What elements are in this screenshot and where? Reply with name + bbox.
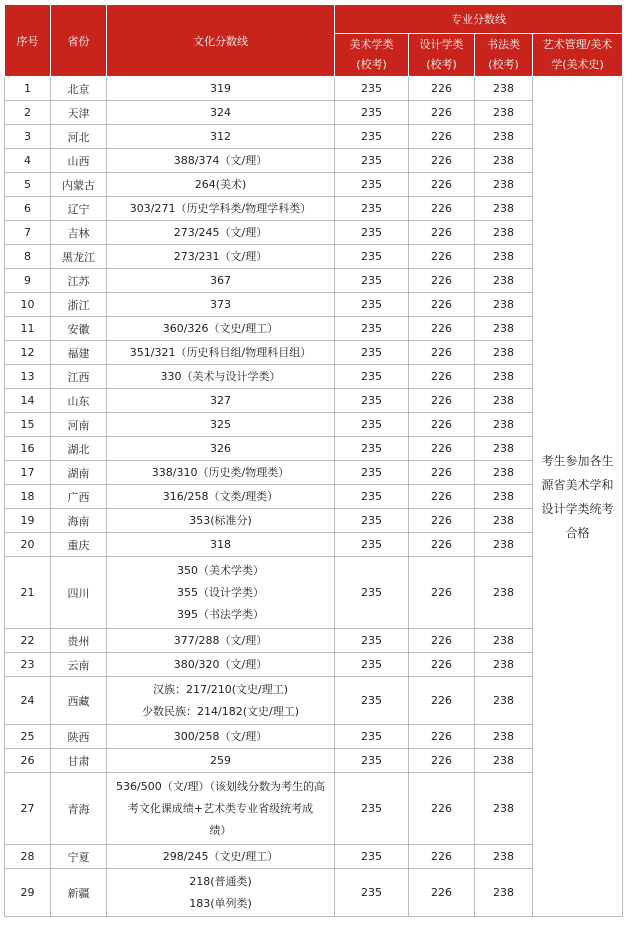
row-culture-score (107, 413, 335, 437)
row-index: 28 (5, 845, 51, 869)
row-index: 1 (5, 77, 51, 101)
row-art-score: 235 (335, 341, 409, 365)
culture-score-line: 324 (210, 105, 231, 119)
row-calligraphy-score: 238 (475, 725, 533, 749)
row-culture-score (107, 245, 335, 269)
row-culture-score (107, 461, 335, 485)
row-design-score: 226 (409, 557, 475, 629)
row-design-score: 226 (409, 101, 475, 125)
row-calligraphy-score: 238 (475, 293, 533, 317)
row-calligraphy-score: 238 (475, 509, 533, 533)
row-calligraphy-score: 238 (475, 365, 533, 389)
table-row (5, 245, 623, 269)
row-art-score: 235 (335, 869, 409, 917)
row-province: 新疆 (51, 869, 107, 917)
row-art-score: 235 (335, 317, 409, 341)
row-art-score: 235 (335, 413, 409, 437)
culture-score-line: 330（美术与设计学类） (160, 369, 281, 383)
row-art-score: 235 (335, 533, 409, 557)
row-design-score: 226 (409, 125, 475, 149)
culture-score-line: 264(美术) (194, 177, 247, 191)
row-province: 天津 (51, 101, 107, 125)
row-culture-score (107, 269, 335, 293)
row-design-score: 226 (409, 341, 475, 365)
row-design-score: 226 (409, 461, 475, 485)
row-art-score: 235 (335, 389, 409, 413)
table-row (5, 773, 623, 845)
table-row (5, 557, 623, 629)
table-row (5, 197, 623, 221)
row-province: 山西 (51, 149, 107, 173)
row-design-score: 226 (409, 773, 475, 845)
row-index: 12 (5, 341, 51, 365)
row-province: 海南 (51, 509, 107, 533)
culture-score-line: 373 (210, 297, 231, 311)
row-province: 山东 (51, 389, 107, 413)
row-calligraphy-score: 238 (475, 869, 533, 917)
culture-score-line: 303/271（历史学科类/物理学科类） (129, 201, 312, 215)
row-index: 21 (5, 557, 51, 629)
row-art-score: 235 (335, 365, 409, 389)
row-design-score: 226 (409, 365, 475, 389)
culture-score-line: 325 (210, 417, 231, 431)
table-row (5, 725, 623, 749)
row-index: 15 (5, 413, 51, 437)
culture-score-line: 380/320（文/理） (173, 657, 268, 671)
culture-score-line: 388/374（文/理） (173, 153, 268, 167)
row-province: 北京 (51, 77, 107, 101)
row-art-score: 235 (335, 245, 409, 269)
row-index: 26 (5, 749, 51, 773)
row-index: 6 (5, 197, 51, 221)
row-culture-score (107, 125, 335, 149)
table-row (5, 389, 623, 413)
row-art-score: 235 (335, 293, 409, 317)
row-art-score: 235 (335, 197, 409, 221)
row-index: 11 (5, 317, 51, 341)
table-row (5, 677, 623, 725)
row-province: 青海 (51, 773, 107, 845)
culture-score-line: 312 (210, 129, 231, 143)
row-calligraphy-score: 238 (475, 677, 533, 725)
row-design-score: 226 (409, 197, 475, 221)
row-art-score: 235 (335, 845, 409, 869)
management-requirement (533, 77, 623, 917)
row-design-score: 226 (409, 389, 475, 413)
row-art-score: 235 (335, 677, 409, 725)
row-index: 20 (5, 533, 51, 557)
row-culture-score (107, 869, 335, 917)
row-province: 浙江 (51, 293, 107, 317)
culture-score-line: 考文化课成绩+艺术类专业省级统考成 (127, 801, 314, 815)
table-row (5, 869, 623, 917)
row-culture-score (107, 773, 335, 845)
row-province: 贵州 (51, 629, 107, 653)
row-calligraphy-score: 238 (475, 149, 533, 173)
row-index: 19 (5, 509, 51, 533)
row-index: 17 (5, 461, 51, 485)
row-index: 8 (5, 245, 51, 269)
row-design-score: 226 (409, 677, 475, 725)
management-requirement-line: 源省美术学和 (541, 477, 614, 492)
row-calligraphy-score: 238 (475, 533, 533, 557)
culture-score-line: 273/245（文/理） (173, 225, 268, 239)
row-culture-score (107, 149, 335, 173)
row-culture-score (107, 725, 335, 749)
row-province: 西藏 (51, 677, 107, 725)
table-row (5, 413, 623, 437)
culture-score-line: 326 (210, 441, 231, 455)
row-culture-score (107, 437, 335, 461)
table-row (5, 461, 623, 485)
row-calligraphy-score: 238 (475, 773, 533, 845)
row-index: 25 (5, 725, 51, 749)
row-index: 22 (5, 629, 51, 653)
row-index: 3 (5, 125, 51, 149)
row-calligraphy-score: 238 (475, 437, 533, 461)
row-art-score: 235 (335, 461, 409, 485)
row-calligraphy-score: 238 (475, 101, 533, 125)
row-calligraphy-score: 238 (475, 461, 533, 485)
row-art-score: 235 (335, 653, 409, 677)
row-province: 内蒙古 (51, 173, 107, 197)
culture-score-line: 273/231（文/理） (173, 249, 268, 263)
table-row (5, 365, 623, 389)
row-calligraphy-score: 238 (475, 221, 533, 245)
row-index: 27 (5, 773, 51, 845)
row-culture-score (107, 653, 335, 677)
culture-score-line: 少数民族：214/182(文史/理工) (142, 704, 299, 718)
table-row (5, 221, 623, 245)
header-art: 美术学类 (校考) (335, 34, 409, 77)
row-calligraphy-score: 238 (475, 317, 533, 341)
row-design-score: 226 (409, 653, 475, 677)
culture-score-line: 355（设计学类） (177, 585, 264, 599)
row-design-score: 226 (409, 173, 475, 197)
table-row (5, 485, 623, 509)
row-art-score: 235 (335, 629, 409, 653)
row-culture-score (107, 293, 335, 317)
row-index: 13 (5, 365, 51, 389)
row-culture-score (107, 629, 335, 653)
culture-score-line: 绩） (209, 823, 232, 837)
culture-score-line: 536/500（文/理）（该划线分数为考生的高 (116, 779, 325, 793)
row-culture-score (107, 173, 335, 197)
row-art-score: 235 (335, 725, 409, 749)
culture-score-line: 汉族：217/210(文史/理工) (153, 682, 288, 696)
score-table (4, 4, 623, 917)
header-major-score: 专业分数线 (335, 5, 623, 34)
row-design-score: 226 (409, 437, 475, 461)
row-culture-score (107, 845, 335, 869)
row-culture-score (107, 533, 335, 557)
table-row (5, 269, 623, 293)
row-index: 14 (5, 389, 51, 413)
header-province: 省份 (51, 5, 107, 77)
culture-score-line: 395（书法学类） (177, 607, 264, 621)
row-design-score: 226 (409, 869, 475, 917)
row-culture-score (107, 389, 335, 413)
row-culture-score (107, 485, 335, 509)
row-art-score: 235 (335, 101, 409, 125)
row-province: 湖北 (51, 437, 107, 461)
row-index: 4 (5, 149, 51, 173)
table-row (5, 341, 623, 365)
row-calligraphy-score: 238 (475, 173, 533, 197)
row-calligraphy-score: 238 (475, 245, 533, 269)
row-calligraphy-score: 238 (475, 341, 533, 365)
row-index: 16 (5, 437, 51, 461)
row-calligraphy-score: 238 (475, 557, 533, 629)
culture-score-line: 338/310（历史类/物理类） (151, 465, 290, 479)
row-art-score: 235 (335, 149, 409, 173)
row-art-score: 235 (335, 437, 409, 461)
header-management: 艺术管理/美术 学(美术史) (533, 34, 623, 77)
table-row (5, 437, 623, 461)
culture-score-line: 318 (210, 537, 231, 551)
management-requirement-line: 合格 (565, 525, 590, 540)
row-province: 江苏 (51, 269, 107, 293)
row-index: 24 (5, 677, 51, 725)
row-culture-score (107, 677, 335, 725)
row-design-score: 226 (409, 317, 475, 341)
row-province: 甘肃 (51, 749, 107, 773)
row-index: 18 (5, 485, 51, 509)
culture-score-line: 350（美术学类） (177, 563, 264, 577)
culture-score-line: 351/321（历史科目组/物理科目组） (129, 345, 312, 359)
row-art-score: 235 (335, 269, 409, 293)
management-requirement-line: 设计学类统考 (541, 501, 614, 516)
header-design: 设计学类 (校考) (409, 34, 475, 77)
culture-score-line: 327 (210, 393, 231, 407)
row-culture-score (107, 197, 335, 221)
table-row (5, 629, 623, 653)
row-art-score: 235 (335, 557, 409, 629)
culture-score-line: 367 (210, 273, 231, 287)
row-province: 吉林 (51, 221, 107, 245)
table-body (5, 77, 623, 917)
table-row (5, 845, 623, 869)
row-design-score: 226 (409, 485, 475, 509)
row-design-score: 226 (409, 245, 475, 269)
table-row (5, 125, 623, 149)
table-row (5, 749, 623, 773)
row-art-score: 235 (335, 173, 409, 197)
table-row (5, 653, 623, 677)
row-art-score: 235 (335, 77, 409, 101)
table-row (5, 317, 623, 341)
row-culture-score (107, 341, 335, 365)
row-calligraphy-score: 238 (475, 845, 533, 869)
row-culture-score (107, 317, 335, 341)
row-province: 云南 (51, 653, 107, 677)
row-index: 5 (5, 173, 51, 197)
row-calligraphy-score: 238 (475, 749, 533, 773)
row-index: 29 (5, 869, 51, 917)
row-design-score: 226 (409, 413, 475, 437)
row-art-score: 235 (335, 509, 409, 533)
row-province: 四川 (51, 557, 107, 629)
header-calligraphy: 书法类 (校考) (475, 34, 533, 77)
culture-score-line: 298/245（文史/理工） (162, 849, 279, 863)
row-province: 河南 (51, 413, 107, 437)
table-row (5, 293, 623, 317)
row-culture-score (107, 557, 335, 629)
culture-score-line: 353(标准分) (189, 513, 252, 527)
table-row (5, 77, 623, 101)
row-design-score: 226 (409, 293, 475, 317)
row-culture-score (107, 221, 335, 245)
row-art-score: 235 (335, 125, 409, 149)
table-row (5, 173, 623, 197)
row-art-score: 235 (335, 221, 409, 245)
table-row (5, 149, 623, 173)
row-index: 10 (5, 293, 51, 317)
row-calligraphy-score: 238 (475, 485, 533, 509)
header-index: 序号 (5, 5, 51, 77)
row-design-score: 226 (409, 509, 475, 533)
row-province: 黑龙江 (51, 245, 107, 269)
row-calligraphy-score: 238 (475, 77, 533, 101)
row-province: 河北 (51, 125, 107, 149)
row-calligraphy-score: 238 (475, 125, 533, 149)
management-requirement-line: 考生参加各生 (541, 453, 614, 468)
row-calligraphy-score: 238 (475, 389, 533, 413)
row-province: 辽宁 (51, 197, 107, 221)
row-design-score: 226 (409, 149, 475, 173)
row-art-score: 235 (335, 485, 409, 509)
table-row (5, 101, 623, 125)
row-design-score: 226 (409, 269, 475, 293)
row-province: 陕西 (51, 725, 107, 749)
row-calligraphy-score: 238 (475, 269, 533, 293)
row-calligraphy-score: 238 (475, 413, 533, 437)
row-index: 23 (5, 653, 51, 677)
row-culture-score (107, 101, 335, 125)
culture-score-line: 183(单列类) (189, 896, 252, 910)
row-culture-score (107, 749, 335, 773)
row-calligraphy-score: 238 (475, 653, 533, 677)
row-design-score: 226 (409, 77, 475, 101)
row-index: 2 (5, 101, 51, 125)
row-province: 宁夏 (51, 845, 107, 869)
row-design-score: 226 (409, 845, 475, 869)
row-art-score: 235 (335, 749, 409, 773)
row-art-score: 235 (335, 773, 409, 845)
row-culture-score (107, 77, 335, 101)
row-design-score: 226 (409, 725, 475, 749)
row-province: 广西 (51, 485, 107, 509)
culture-score-line: 377/288（文/理） (173, 633, 268, 647)
row-design-score: 226 (409, 629, 475, 653)
culture-score-line: 316/258（文类/理类） (162, 489, 279, 503)
table-row (5, 509, 623, 533)
culture-score-line: 360/326（文史/理工） (162, 321, 279, 335)
header-culture-score: 文化分数线 (107, 5, 335, 77)
row-province: 湖南 (51, 461, 107, 485)
row-province: 江西 (51, 365, 107, 389)
row-calligraphy-score: 238 (475, 629, 533, 653)
culture-score-line: 319 (210, 81, 231, 95)
row-culture-score (107, 365, 335, 389)
culture-score-line: 259 (210, 753, 231, 767)
table-row (5, 533, 623, 557)
row-index: 9 (5, 269, 51, 293)
row-province: 重庆 (51, 533, 107, 557)
row-design-score: 226 (409, 533, 475, 557)
row-index: 7 (5, 221, 51, 245)
row-province: 福建 (51, 341, 107, 365)
culture-score-line: 300/258（文/理） (173, 729, 268, 743)
row-design-score: 226 (409, 221, 475, 245)
row-culture-score (107, 509, 335, 533)
row-province: 安徽 (51, 317, 107, 341)
culture-score-line: 218(普通类) (189, 874, 252, 888)
row-calligraphy-score: 238 (475, 197, 533, 221)
row-design-score: 226 (409, 749, 475, 773)
